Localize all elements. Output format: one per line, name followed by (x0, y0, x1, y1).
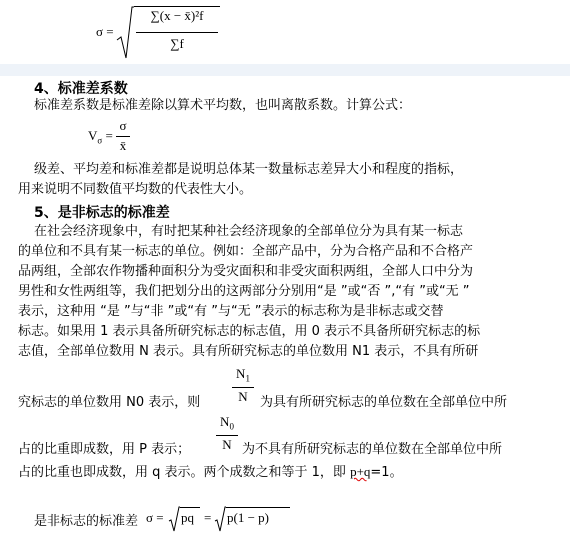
section5-line-9-post: 为不具有所研究标志的单位数在全部单位中所 (242, 442, 503, 457)
radical-bar-2 (226, 507, 290, 508)
final-eq: = (204, 510, 212, 525)
section5-line-8-pre: 究标志的单位数用 N0 表示，则 (18, 395, 201, 410)
final-label: 是非标志的标准差 (34, 514, 139, 529)
section5-line-1: 在社会经济现象中，有时把某种社会经济现象的全部单位分为具有某一标志 (34, 224, 464, 239)
cv-lhs: $V_\sigma$ = (88, 128, 113, 146)
section5-line-4: 男性和女性两组等，我们把划分出的这两部分分别用“是 ”或“否 ”,“有 ”或“无 ” (18, 284, 470, 299)
radical-bar-1 (180, 507, 200, 508)
line10-end: =1。 (370, 465, 403, 480)
radical-overbar (134, 6, 220, 7)
section5-line-6: 标志。如果用 1 表示具备所研究标志的标志值，用 0 表示不具备所研究标志的标 (18, 324, 481, 339)
radical-sign-1 (168, 506, 180, 532)
section5-line-7: 志值，全部单位数用 N 表示。具有所研究标志的单位数用 N1 表示，不具有所研 (18, 344, 479, 359)
section4-desc: 标准差系数是标准差除以算术平均数，也叫离散系数。计算公式： (34, 98, 412, 113)
line10-text: 占的比重也即成数，用 q 表示。两个成数之和等于 1，即 (18, 465, 351, 480)
section5-line-5: 表示，这种用 “是 ”与“非 ”或“有 ”与“无 ”表示的标志称为是非标志或交替 (18, 304, 444, 319)
section-divider-band (0, 64, 570, 76)
formula-numerator: ∑(x − x̄)²f (150, 8, 204, 23)
frac2-numerator: $N_0$ (220, 414, 234, 432)
cv-numerator: σ (119, 118, 127, 133)
radical-sign (116, 6, 134, 60)
cv-fraction-bar (116, 136, 130, 137)
section5-line-3: 品两组，全部农作物播种面积分为受灾面积和非受灾面积两组，全部人口中分为 (18, 264, 474, 279)
fraction-n1-over-n (230, 366, 256, 410)
p-plus-q: p+q (350, 464, 371, 479)
binary-std-dev-formula (146, 504, 306, 534)
formula-denominator: ∑f (170, 36, 184, 51)
top-formula-area (0, 0, 570, 64)
section5-line-10 (18, 462, 403, 483)
section5-line-2: 的单位和不具有某一标志的单位。例如：全部产品中，分为合格产品和不合格产 (18, 244, 474, 259)
frac2-bar (216, 435, 238, 436)
section4-para-line1: 级差、平均差和标准差都是说明总体某一数量标志差异大小和程度的指标， (34, 162, 464, 177)
frac1-numerator: $N_1$ (236, 366, 250, 384)
frac2-denominator: N (222, 437, 232, 452)
fraction-n0-over-n (214, 414, 240, 458)
final-lhs: σ = (146, 510, 164, 525)
section5-heading: 5、是非标志的标准差 (34, 205, 170, 221)
formula-lhs: σ = (96, 24, 114, 39)
sqrt-pq: pq (181, 510, 194, 525)
fraction-bar (136, 32, 218, 33)
section5-line-9-pre: 占的比重即成数，用 P 表示； (18, 442, 191, 457)
radical-sign-2 (214, 506, 226, 532)
frac1-bar (232, 387, 254, 388)
section4-para-line2: 用来说明不同数值平均数的代表性大小。 (18, 182, 253, 197)
frac1-denominator: N (238, 389, 248, 404)
section4-heading: 4、标准差系数 (34, 81, 128, 97)
cv-denominator: x̄ (119, 138, 127, 153)
sqrt-p-1-minus-p: p(1 − p) (227, 510, 269, 525)
section5-line-8-post: 为具有所研究标志的单位数在全部单位中所 (260, 395, 508, 410)
